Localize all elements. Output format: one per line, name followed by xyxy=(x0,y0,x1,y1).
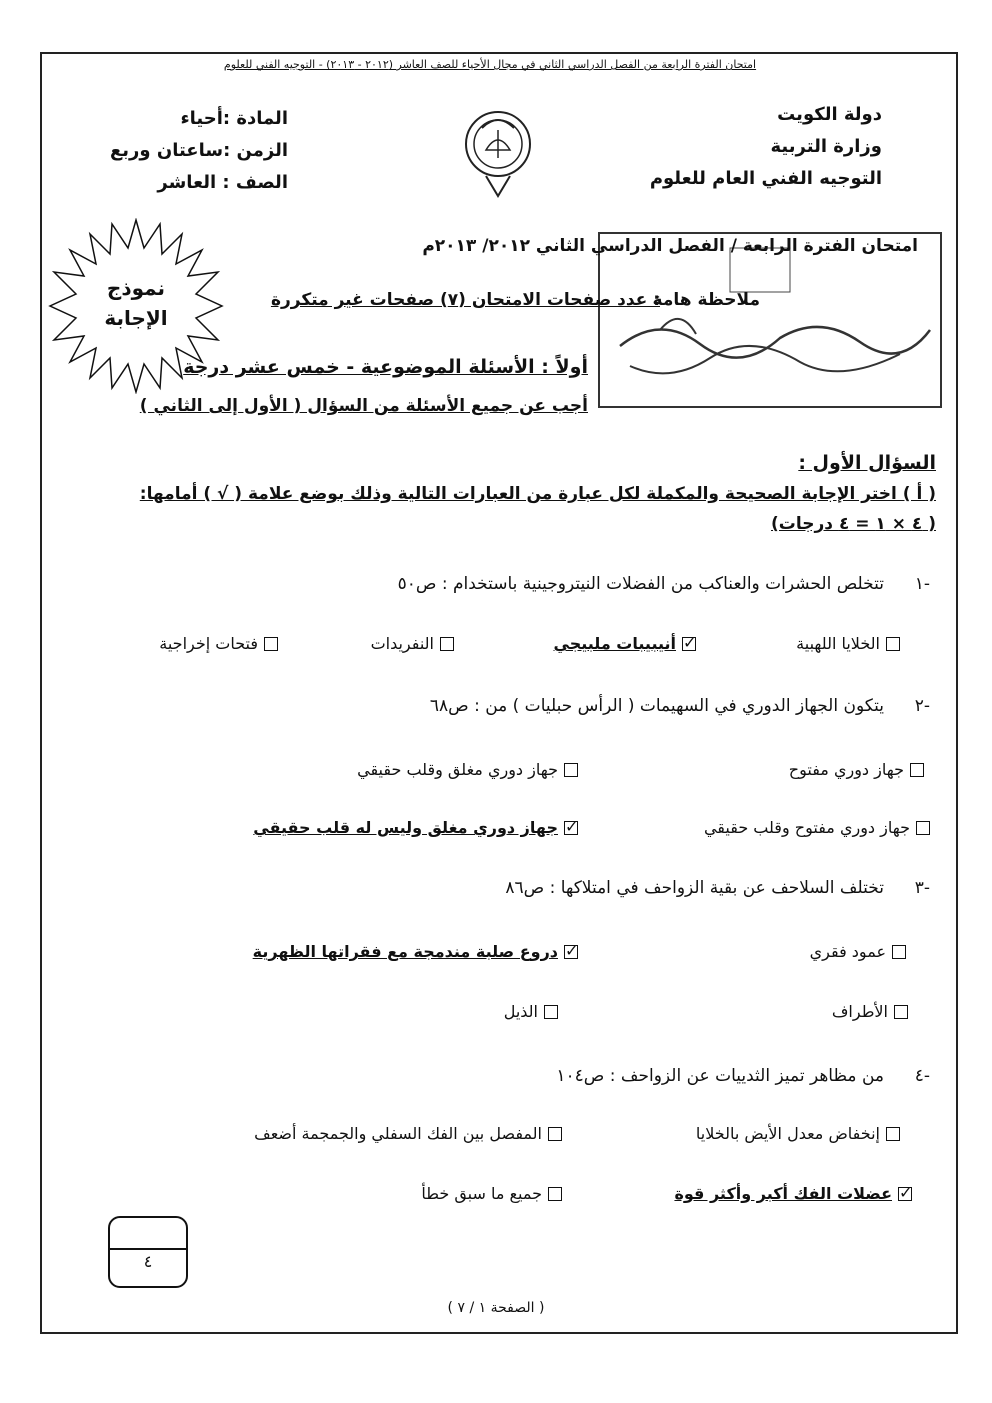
header-country: دولة الكويت xyxy=(777,104,882,125)
option-label: جهاز دوري مغلق وقلب حقيقي xyxy=(357,760,558,779)
option-label: جهاز دوري مفتوح وقلب حقيقي xyxy=(703,818,910,837)
option[interactable] xyxy=(357,760,578,779)
option-correct[interactable] xyxy=(253,818,578,837)
option[interactable] xyxy=(810,942,906,961)
part-a-instruction: ( أ ) اختر الإجابة الصحيحة والمكملة لكل عبارة من العبارات التالية وذلك بوضع علامة ( √ ) أمامها: xyxy=(139,484,936,504)
option-label: دروع صلبة مندمجة مع فقراتها الظهرية xyxy=(252,942,558,961)
option-label: جهاز دوري مغلق وليس له قلب حقيقي xyxy=(253,818,558,837)
item-number: -١ xyxy=(914,574,930,594)
item-stem: من مظاهر تميز الثدييات عن الزواحف : ص١٠٤ xyxy=(556,1066,884,1086)
item-stem: تختلف السلاحف عن بقية الزواحف في امتلاكها : ص٨٦ xyxy=(505,878,884,898)
checkbox[interactable] xyxy=(548,1187,562,1201)
option-label: جهاز دوري مفتوح xyxy=(788,760,904,779)
option-label: عضلات الفك أكبر وأكثر قوة xyxy=(674,1184,892,1203)
grade-value: ٤ xyxy=(143,1252,153,1271)
note-label: ملاحظة هامة xyxy=(652,290,760,310)
grade-label: الصف : العاشر xyxy=(157,172,288,193)
option[interactable] xyxy=(696,1124,900,1143)
item-stem: تتخلص الحشرات والعناكب من الفضلات النيتروجينية باستخدام : ص٥٠ xyxy=(397,574,884,594)
checkbox-checked[interactable] xyxy=(898,1187,912,1201)
option-correct[interactable] xyxy=(554,634,697,653)
checkbox-checked[interactable] xyxy=(564,945,578,959)
option-label: الذيل xyxy=(503,1002,538,1021)
option-label: النفريدات xyxy=(370,634,434,653)
checkbox-checked[interactable] xyxy=(564,821,578,835)
item-number: -٢ xyxy=(914,696,930,716)
option-label: الخلايا اللهبية xyxy=(796,634,880,653)
checkbox[interactable] xyxy=(264,637,278,651)
checkbox[interactable] xyxy=(548,1127,562,1141)
note-text: : عدد صفحات الامتحان (٧) صفحات غير متكررة xyxy=(270,290,660,310)
stamp-line2: الإجابة xyxy=(104,306,168,330)
checkbox[interactable] xyxy=(892,945,906,959)
option-label: فتحات إخراجية xyxy=(159,634,258,653)
checkbox[interactable] xyxy=(886,637,900,651)
section-instruction: أجب عن جميع الأسئلة من السؤال ( الأول إلى الثاني ) xyxy=(139,396,588,416)
grade-divider xyxy=(110,1248,186,1250)
checkbox[interactable] xyxy=(544,1005,558,1019)
checkbox[interactable] xyxy=(916,821,930,835)
item-number: -٤ xyxy=(914,1066,930,1086)
option[interactable] xyxy=(796,634,900,653)
option-label: عمود فقري xyxy=(809,942,886,961)
checkbox[interactable] xyxy=(886,1127,900,1141)
option[interactable] xyxy=(159,634,278,653)
option[interactable] xyxy=(421,1184,562,1203)
option[interactable] xyxy=(254,1124,562,1143)
option-label: جميع ما سبق خطأ xyxy=(421,1184,542,1203)
checkbox[interactable] xyxy=(894,1005,908,1019)
subject-label: المادة :أحياء xyxy=(180,108,288,129)
option-label: المفصل بين الفك السفلي والجمجمة أضعف xyxy=(254,1124,542,1143)
checkbox-checked[interactable] xyxy=(682,637,696,651)
grade-box xyxy=(108,1216,188,1288)
item-number: -٣ xyxy=(914,878,930,898)
option-label: إنخفاض معدل الأيض بالخلايا xyxy=(695,1124,880,1143)
signature-icon xyxy=(600,234,936,402)
part-a-marks: ( ٤ × ١ = ٤ درجات) xyxy=(771,514,936,534)
option-label: الأطراف xyxy=(831,1002,888,1021)
item-stem: يتكون الجهاز الدوري في السهيمات ( الرأس حبليات ) من : ص٦٨ xyxy=(429,696,884,716)
header-ministry: وزارة التربية xyxy=(770,136,882,157)
checkbox[interactable] xyxy=(564,763,578,777)
checkbox[interactable] xyxy=(910,763,924,777)
section-title: أولاً : الأسئلة الموضوعية - خمس عشر درجة xyxy=(183,356,588,378)
question-heading: السؤال الأول : xyxy=(798,452,936,474)
stamp-line1: نموذج xyxy=(106,276,166,300)
checkbox[interactable] xyxy=(440,637,454,651)
option[interactable] xyxy=(371,634,454,653)
header-department: التوجيه الفني العام للعلوم xyxy=(649,168,882,189)
option[interactable] xyxy=(789,760,924,779)
time-label: الزمن :ساعتان وربع xyxy=(109,140,288,161)
exam-title: امتحان الفترة الرابعة / الفصل الدراسي الثاني ٢٠١٢/ ٢٠١٣م xyxy=(422,236,918,256)
page-number: ( الصفحة ١ / ٧ ) xyxy=(447,1300,545,1316)
option[interactable] xyxy=(704,818,930,837)
option[interactable] xyxy=(832,1002,908,1021)
option-correct[interactable] xyxy=(674,1184,912,1203)
option-label: أنيبيبات ملبيجي xyxy=(553,634,676,653)
option[interactable] xyxy=(504,1002,558,1021)
kuwait-emblem-icon xyxy=(456,100,540,204)
top-note: امتحان الفترة الرابعة من الفصل الدراسي الثاني في مجال الأحياء للصف العاشر (٢٠١٢ - ٢٠١٣) - التوجيه الفني للعلوم xyxy=(223,58,757,71)
official-stamp-box xyxy=(598,232,942,408)
option-correct[interactable] xyxy=(253,942,578,961)
